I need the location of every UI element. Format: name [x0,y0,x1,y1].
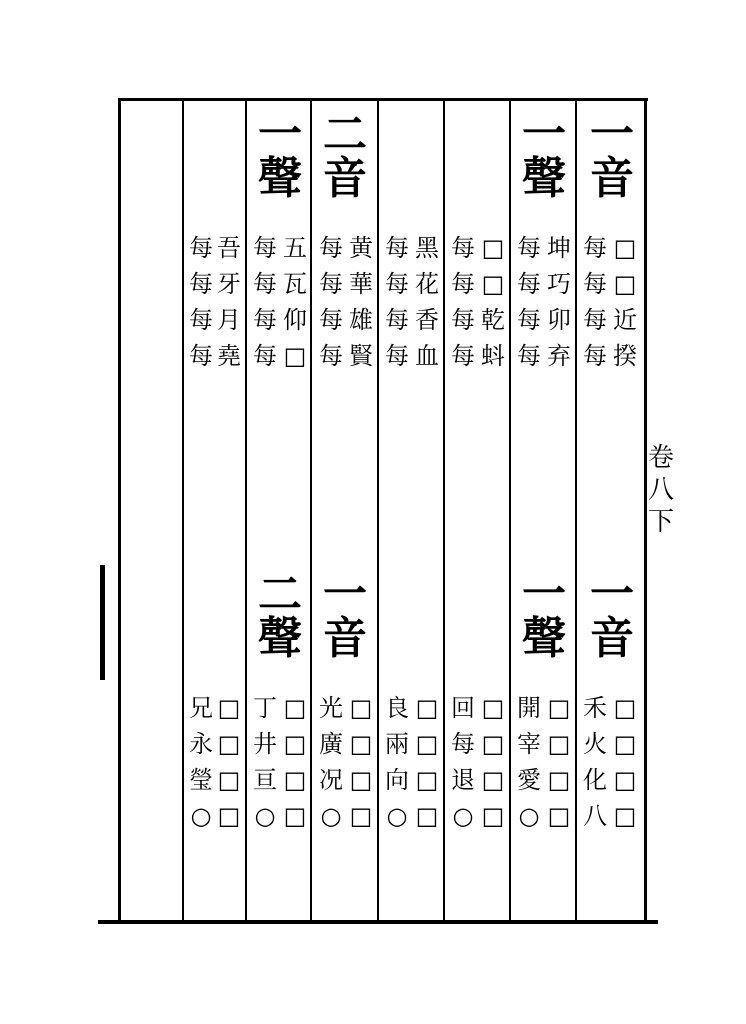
cell-column-b [412,230,442,374]
col-divider [182,100,184,920]
cell: 月 [217,306,241,334]
cell: 每 [253,270,277,298]
cell: □ [481,270,505,298]
cell: 五 [283,234,307,262]
cell: ○ [320,802,342,830]
cell-column-b [280,230,310,374]
cell-column-b [478,230,508,374]
cell: ○ [386,802,408,830]
cell: 開 [517,694,541,722]
cell: 坤 [547,234,571,262]
cell-column-a [186,690,216,834]
cell: 乾 [481,306,505,334]
cell: 仰 [283,306,307,334]
cell: 每 [451,306,475,334]
cell: 血 [415,342,439,370]
cell: 永 [189,730,213,758]
col-divider [245,100,247,920]
cell: 每 [451,270,475,298]
cell-column-a [250,230,280,374]
cell: 牙 [217,270,241,298]
cell: 卯 [547,306,571,334]
cell: 雄 [349,306,373,334]
cell: 火 [583,730,607,758]
heading-char: 二 [323,109,367,160]
cell: 兄 [189,694,213,722]
col-divider [509,100,511,920]
cell: 黑 [415,234,439,262]
cell: □ [481,234,505,262]
cell: □ [217,694,241,722]
cell: 每 [385,342,409,370]
cell: ○ [452,802,474,830]
cell: 廣 [319,730,343,758]
cell: 亘 [253,766,277,794]
cell: □ [217,730,241,758]
heading-char: 音 [590,613,634,664]
heading-char: 二 [258,569,302,620]
cell: 回 [451,694,475,722]
cell: 瑩 [189,766,213,794]
cell: 每 [517,234,541,262]
cell: 向 [385,766,409,794]
col-divider [310,100,312,920]
cell: □ [217,802,241,830]
cell: □ [349,730,373,758]
cell-column-a [250,690,280,834]
top-border [118,98,648,101]
col-divider [575,100,577,920]
cell: □ [613,234,637,262]
heading-char: 音 [323,613,367,664]
cell: □ [283,802,307,830]
cell: □ [613,270,637,298]
cell: 每 [583,342,607,370]
cell: 化 [583,766,607,794]
cell: □ [349,694,373,722]
cell: 每 [319,234,343,262]
cell: □ [547,694,571,722]
cell-column-b [346,230,376,374]
cell: 每 [517,306,541,334]
cell: 堯 [217,342,241,370]
cell-column-a [514,690,544,834]
heading-char: 一 [323,569,367,620]
cell-column-a [316,690,346,834]
heading-char: 一 [258,109,302,160]
cell-column-b [280,690,310,834]
heading-char: 一 [590,109,634,160]
cell: 瓦 [283,270,307,298]
cell-column-b [346,690,376,834]
cell: 每 [583,306,607,334]
cell-column-a [514,230,544,374]
cell: □ [481,766,505,794]
cell: ○ [254,802,276,830]
cell: □ [415,694,439,722]
cell: 吾 [217,234,241,262]
cell: □ [481,802,505,830]
cell: 黄 [349,234,373,262]
cell: 每 [385,234,409,262]
cell-column-a [580,690,610,834]
cell: 每 [517,342,541,370]
cell: 每 [517,270,541,298]
cell: □ [613,694,637,722]
left-border [118,100,121,920]
cell-column-b [610,230,640,374]
cell: 每 [189,234,213,262]
cell: 每 [253,342,277,370]
heading-char: 聲 [258,153,302,204]
heading-char: 一 [522,569,566,620]
cell: 每 [319,306,343,334]
heading-char: 一 [590,569,634,620]
cell: 愛 [517,766,541,794]
cell: 華 [349,270,373,298]
cell: 每 [253,234,277,262]
cell: 况 [319,766,343,794]
cell-column-a [186,230,216,374]
cell: 弃 [547,342,571,370]
cell: 井 [253,730,277,758]
cell-column-a [382,230,412,374]
cell: 每 [451,234,475,262]
cell: 花 [415,270,439,298]
cell: □ [415,730,439,758]
cell: 每 [189,342,213,370]
cell: □ [547,802,571,830]
side-char: 八 [647,475,674,505]
cell: 每 [583,234,607,262]
cell: □ [217,766,241,794]
cell: 每 [583,270,607,298]
cell: □ [547,766,571,794]
cell: 每 [189,306,213,334]
side-char: 卷 [647,443,674,473]
cell: □ [349,802,373,830]
cell: ○ [190,802,212,830]
cell: 丁 [253,694,277,722]
cell-column-a [448,230,478,374]
cell: 退 [451,766,475,794]
cell: □ [613,730,637,758]
cell: 每 [385,306,409,334]
cell: 每 [451,342,475,370]
cell-column-b [214,230,244,374]
cell: □ [481,730,505,758]
cell: ○ [518,802,540,830]
cell: 香 [415,306,439,334]
cell-column-a [382,690,412,834]
heading-char: 聲 [522,613,566,664]
cell: 宰 [517,730,541,758]
cell: □ [283,342,307,370]
heading-char: 一 [522,109,566,160]
cell: □ [415,766,439,794]
cell: 每 [189,270,213,298]
cell: □ [613,766,637,794]
heading-char: 聲 [258,613,302,664]
bottom-border [98,920,658,924]
left-edge-mark [100,565,105,680]
cell: 良 [385,694,409,722]
cell: 每 [319,342,343,370]
cell: □ [349,766,373,794]
cell: 每 [385,270,409,298]
cell-column-b [412,690,442,834]
cell: 每 [451,730,475,758]
cell: 每 [253,306,277,334]
cell-column-b [544,690,574,834]
cell: 蚪 [481,342,505,370]
cell: 八 [583,802,607,830]
cell-column-a [316,230,346,374]
cell-column-a [580,230,610,374]
cell: □ [481,694,505,722]
cell: 巧 [547,270,571,298]
cell-column-b [214,690,244,834]
cell: 光 [319,694,343,722]
cell-column-b [610,690,640,834]
cell: 賢 [349,342,373,370]
cell: □ [547,730,571,758]
cell: 兩 [385,730,409,758]
cell-column-b [478,690,508,834]
cell: □ [283,694,307,722]
cell: □ [283,766,307,794]
cell-column-b [544,230,574,374]
col-divider [443,100,445,920]
heading-char: 音 [590,153,634,204]
cell: 近 [613,306,637,334]
heading-char: 音 [323,153,367,204]
side-char: 下 [647,507,674,537]
cell: 禾 [583,694,607,722]
cell-column-a [448,690,478,834]
cell: □ [415,802,439,830]
cell: 每 [319,270,343,298]
cell: □ [613,802,637,830]
cell: 揆 [613,342,637,370]
heading-char: 聲 [522,153,566,204]
cell: □ [283,730,307,758]
col-divider [377,100,379,920]
